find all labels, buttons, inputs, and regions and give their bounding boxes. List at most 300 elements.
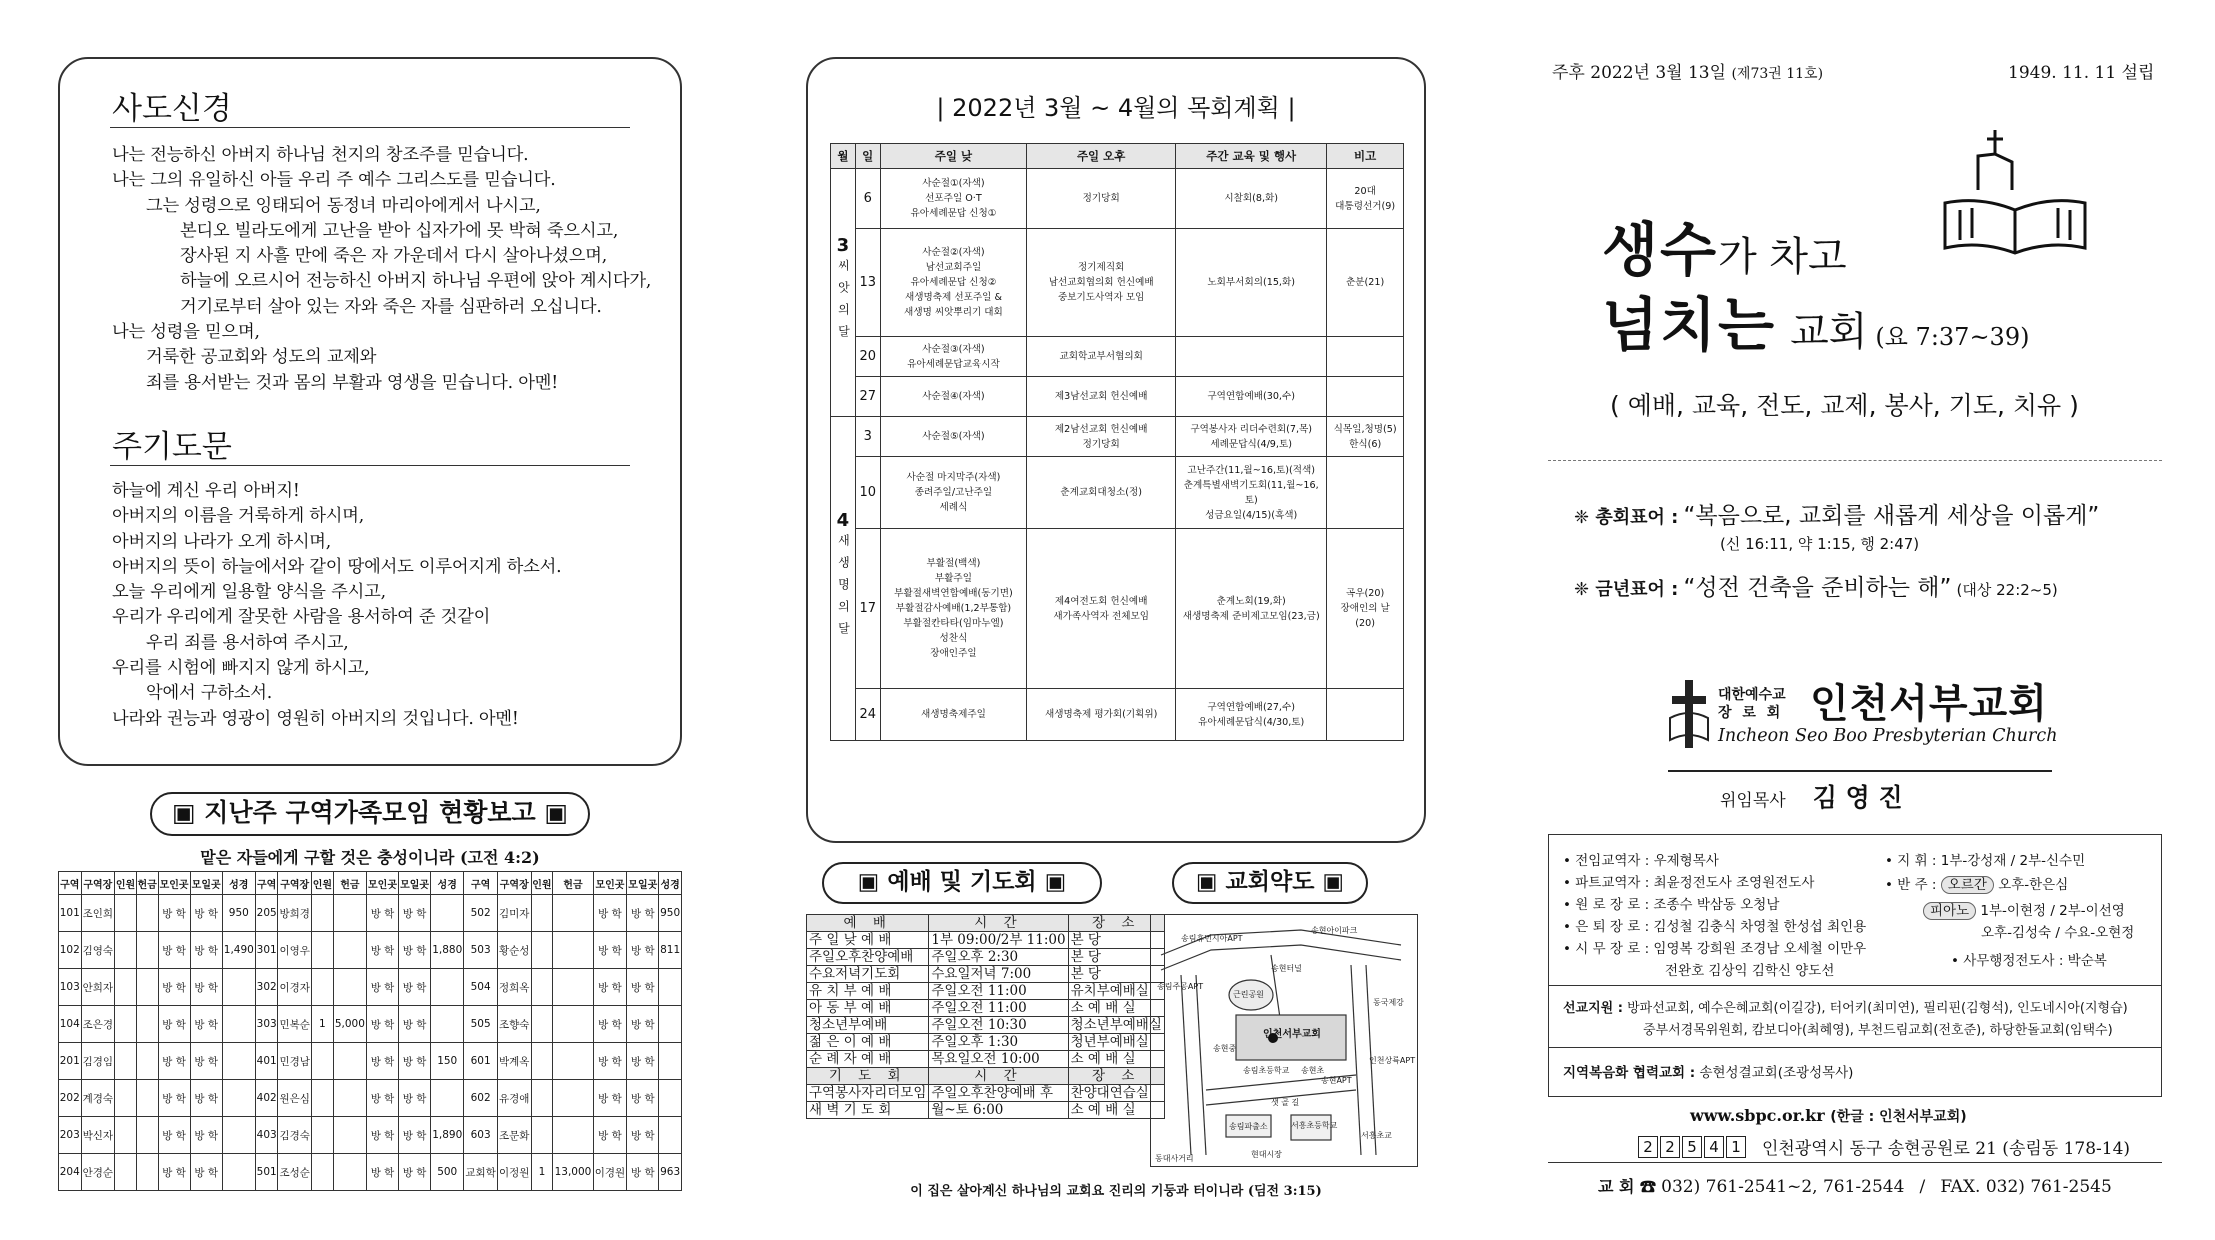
pastor-line: [1668, 770, 2052, 772]
report-header-cell: 구역장: [278, 872, 312, 895]
plan-cell-weekly: [1176, 417, 1327, 457]
report-cell: 민경남: [278, 1043, 312, 1080]
report-cell: 방 학: [158, 1080, 190, 1117]
plan-cell-sunday-pm: [1027, 169, 1176, 229]
organ-tag: 오르간: [1941, 876, 1994, 894]
report-cell: 방 학: [399, 1154, 431, 1191]
report-cell: [553, 1006, 593, 1043]
report-verse: 맡은 자들에게 구할 것은 충성이니라 (고전 4:2): [200, 848, 540, 867]
staff-part: • 파트교역자 : 최윤정전도사 조영원전도사: [1563, 875, 1815, 891]
plan-cell-text: 사순절④(자색): [922, 391, 985, 402]
worship-cell: 수요일저녁 7:00: [929, 966, 1068, 983]
year-motto: ❈ 금년표어 : “성전 건축을 준비하는 해” (대상 22:2~5): [1574, 575, 2058, 601]
report-cell: 방 학: [190, 1154, 222, 1191]
report-cell: 501: [255, 1154, 278, 1191]
creed-line: 죄를 용서받는 것과 몸의 부활과 영생을 믿습니다. 아멘!: [146, 372, 558, 393]
report-cell: 방 학: [190, 1043, 222, 1080]
report-cell: 방 학: [366, 932, 398, 969]
table-row: [807, 1000, 1165, 1017]
worship-cell: 유 치 부 예 배: [807, 983, 929, 1000]
report-cell: 방 학: [158, 895, 190, 932]
table-row: [59, 1154, 682, 1191]
map-label-school1: 송림초등학교: [1243, 1066, 1290, 1075]
church-bible-icon: [1940, 128, 2090, 263]
table-row: [831, 377, 1404, 417]
worship-cell: 주일오전 10:30: [929, 1017, 1068, 1034]
plan-month-number: 4: [836, 510, 850, 531]
report-cell: 1: [312, 1006, 334, 1043]
plan-cell-weekly: [1176, 377, 1327, 417]
report-cell: 1: [531, 1154, 553, 1191]
report-cell: 방 학: [627, 1043, 659, 1080]
report-cell: [136, 932, 158, 969]
report-cell: 101: [59, 895, 82, 932]
worship-header-cell: 시 간: [929, 915, 1068, 932]
report-cell: 조향숙: [497, 1006, 531, 1043]
report-cell: 504: [464, 969, 498, 1006]
report-cell: 방 학: [158, 1043, 190, 1080]
report-cell: [222, 1080, 255, 1117]
plan-cell-note: [1327, 417, 1404, 457]
plan-cell-sunday-pm: [1027, 337, 1176, 377]
plan-table-header: [831, 144, 1404, 169]
report-cell: [312, 895, 334, 932]
report-cell: 502: [464, 895, 498, 932]
report-cell: [531, 1080, 553, 1117]
staff-piano: 피아노 1부-이현정 / 2부-이선영: [1923, 899, 2125, 919]
report-cell: 방 학: [593, 969, 627, 1006]
plan-day: 17: [855, 529, 880, 689]
map-label-intersection: 동대사거리: [1155, 1154, 1194, 1163]
lords-prayer-line: 우리가 우리에게 잘못한 사람을 용서하여 준 것같이: [112, 607, 491, 628]
lords-prayer-text: [112, 479, 561, 732]
map-label-elem2: 서흥초교: [1361, 1131, 1392, 1140]
pastor: 위임목사 김 영 진: [1720, 783, 1903, 812]
table-row: [59, 1043, 682, 1080]
map-label-park: 근린공원: [1233, 990, 1264, 999]
report-cell: [222, 1117, 255, 1154]
report-cell: 205: [255, 895, 278, 932]
report-header-cell: 구역: [59, 872, 82, 895]
report-cell: [312, 1154, 334, 1191]
map-label-church: 인천서부교회: [1263, 1029, 1321, 1040]
table-row: [59, 1080, 682, 1117]
report-cell: 201: [59, 1043, 82, 1080]
report-cell: [115, 1154, 137, 1191]
worship-cell: 월~토 6:00: [929, 1102, 1068, 1119]
report-table-header: [59, 872, 682, 895]
plan-cell-note: [1327, 689, 1404, 741]
plan-header-cell: 주간 교육 및 행사: [1176, 144, 1327, 169]
report-cell: 방 학: [158, 1006, 190, 1043]
report-cell: [333, 969, 366, 1006]
report-cell: [115, 969, 137, 1006]
report-header-cell: 구역: [464, 872, 498, 895]
worship-cell: 새 벽 기 도 회: [807, 1102, 929, 1119]
report-header-cell: 인원: [115, 872, 137, 895]
report-cell: 방 학: [158, 932, 190, 969]
report-cell: [136, 1080, 158, 1117]
report-cell: 1,890: [431, 1117, 464, 1154]
worship-header-row: [807, 1068, 1165, 1085]
table-row: [831, 529, 1404, 689]
report-cell: [659, 1117, 682, 1154]
report-cell: [659, 1043, 682, 1080]
report-cell: [115, 1117, 137, 1154]
creed-divider: [110, 127, 630, 128]
plan-header-cell: 비고: [1327, 144, 1404, 169]
report-cell: 이경자: [278, 969, 312, 1006]
report-header-cell: 모일곳: [399, 872, 431, 895]
report-cell: 방 학: [627, 1080, 659, 1117]
plan-day: 3: [855, 417, 880, 457]
plan-cell-text: 제3남선교회 헌신예배: [1054, 391, 1148, 402]
report-cell: [136, 1006, 158, 1043]
creed-text: [112, 143, 651, 396]
plan-month: [831, 169, 856, 417]
plan-cell-text: 구역연합예배(27,수) 유아세례문답식(4/30,토): [1198, 701, 1305, 728]
plan-cell-text: 새생명축제 평가회(기획위): [1044, 709, 1158, 720]
plan-cell-note: [1327, 457, 1404, 529]
worship-cell: 아 동 부 예 배: [807, 1000, 929, 1017]
plan-season: 새생명의달: [836, 534, 851, 644]
report-cell: [136, 969, 158, 1006]
map-label-school2: 서흥초등학교: [1291, 1121, 1338, 1130]
plan-cell-weekly: [1176, 457, 1327, 529]
worship-header-cell: 기 도 회: [807, 1068, 929, 1085]
creed-line: 나는 전능하신 아버지 하나님 천지의 창조주를 믿습니다.: [112, 145, 529, 165]
plan-cell-text: 제2남선교회 헌신예배 정기당회: [1054, 423, 1148, 450]
report-cell: 방 학: [366, 1006, 398, 1043]
worship-cell: 구역봉사자리더모임: [807, 1085, 929, 1102]
info-divider-1: [1549, 985, 2161, 986]
worship-cell: 본 당: [1068, 932, 1164, 949]
zip-digit: 2: [1660, 1136, 1680, 1158]
plan-cell-text: 시찰회(8,화): [1224, 193, 1279, 204]
table-row: [807, 932, 1165, 949]
church-name: 인천서부교회: [1810, 681, 2048, 727]
report-cell: [136, 1117, 158, 1154]
report-cell: 교회학: [464, 1154, 498, 1191]
plan-season: 씨앗의달: [836, 259, 851, 347]
plan-cell-text: 구역연합예배(30,수): [1207, 391, 1295, 402]
worship-cell: 주일오후 2:30: [929, 949, 1068, 966]
worship-cell: 찬양대연습실: [1068, 1085, 1164, 1102]
report-cell: 원은심: [278, 1080, 312, 1117]
report-cell: 김경숙: [278, 1117, 312, 1154]
table-row: [807, 1102, 1165, 1119]
creed-line: 하늘에 오르시어 전능하신 아버지 하나님 우편에 앉아 계시다가,: [180, 271, 652, 292]
staff-accompanist: • 반 주 : 오르간 오후-한은심: [1885, 877, 2069, 893]
report-cell: 조인희: [81, 895, 115, 932]
report-cell: 1,880: [431, 932, 464, 969]
report-cell: 황순성: [497, 932, 531, 969]
worship-cell: 주일오후 1:30: [929, 1034, 1068, 1051]
church-name-en: Incheon Seo Boo Presbyterian Church: [1718, 726, 2058, 746]
zip-digit: 4: [1704, 1136, 1724, 1158]
plan-cell-text: 사순절 마지막주(자색) 종려주일/고난주일 세례식: [906, 472, 1001, 513]
report-cell: [333, 1080, 366, 1117]
plan-cell-sunday-pm: [1027, 457, 1176, 529]
plan-cell-note: [1327, 377, 1404, 417]
staff-elders: • 원 로 장 로 : 조종수 박삼동 오청남: [1563, 897, 1780, 913]
map-label-ipark: 송현아이파크: [1311, 926, 1358, 935]
report-cell: 방 학: [399, 1006, 431, 1043]
report-cell: 김영숙: [81, 932, 115, 969]
report-cell: 403: [255, 1117, 278, 1154]
lords-prayer-line: 악에서 구하소서.: [146, 683, 273, 704]
report-cell: 503: [464, 932, 498, 969]
plan-cell-sunday-am: [880, 457, 1027, 529]
plan-cell-text: 교회학교부서협의회: [1059, 351, 1143, 362]
plan-title: | 2022년 3월 ~ 4월의 목회계획 |: [936, 94, 1296, 122]
vision-line-1: 생수가 차고: [1602, 216, 1847, 284]
plan-cell-note: [1327, 529, 1404, 689]
bulletin-date: 주후 2022년 3월 13일 (제73권 11호): [1552, 63, 1824, 83]
report-cell: 301: [255, 932, 278, 969]
plan-cell-text: 20대 대통령선거(9): [1335, 185, 1396, 212]
report-cell: 402: [255, 1080, 278, 1117]
plan-cell-weekly: [1176, 169, 1327, 229]
report-cell: [553, 1117, 593, 1154]
table-row: [831, 457, 1404, 529]
report-cell: [312, 969, 334, 1006]
report-cell: 방희경: [278, 895, 312, 932]
report-cell: 방 학: [366, 895, 398, 932]
worship-cell: 수요저녁기도회: [807, 966, 929, 983]
plan-cell-weekly: [1176, 529, 1327, 689]
report-cell: [531, 1117, 553, 1154]
report-cell: 방 학: [399, 1117, 431, 1154]
report-cell: 102: [59, 932, 82, 969]
report-cell: 204: [59, 1154, 82, 1191]
creed-title: 사도신경: [112, 91, 232, 127]
report-table: [58, 871, 682, 1191]
report-cell: 방 학: [158, 1117, 190, 1154]
report-cell: [333, 1154, 366, 1191]
report-cell: [136, 895, 158, 932]
website[interactable]: www.sbpc.or.kr (한글 : 인천서부교회): [1690, 1106, 1967, 1125]
plan-day: 13: [855, 229, 880, 337]
plan-cell-sunday-pm: [1027, 229, 1176, 337]
worship-banner: ▣ 예배 및 기도회 ▣: [822, 862, 1102, 904]
report-cell: [431, 895, 464, 932]
staff-piano-2: 오후-김성숙 / 수요-오현정: [1981, 925, 2135, 941]
map-label-apt2: 인천상륙APT: [1369, 1056, 1416, 1065]
report-cell: 박신자: [81, 1117, 115, 1154]
plan-cell-text: 춘계노회(19,화) 새생명축제 준비제고모임(23,금): [1182, 595, 1320, 622]
report-cell: [115, 1043, 137, 1080]
map-banner: ▣ 교회약도 ▣: [1172, 862, 1368, 904]
report-cell: 방 학: [627, 969, 659, 1006]
lords-prayer-line: 우리 죄를 용서하여 주시고,: [146, 632, 349, 653]
plan-table: [830, 143, 1404, 741]
report-cell: 603: [464, 1117, 498, 1154]
report-cell: 602: [464, 1080, 498, 1117]
report-header-cell: 성경: [659, 872, 682, 895]
report-cell: 950: [222, 895, 255, 932]
report-cell: [531, 895, 553, 932]
report-cell: 김미자: [497, 895, 531, 932]
table-row: [807, 983, 1165, 1000]
church-logo-icon: [1668, 678, 1710, 750]
worship-cell: 소 예 배 실: [1068, 1000, 1164, 1017]
report-cell: 조문화: [497, 1117, 531, 1154]
mission-support-2: 중부서경목위원회, 캄보디아(최혜영), 부천드림교회(전호준), 하당한돌교회(임택수): [1643, 1023, 2113, 1038]
report-cell: [553, 932, 593, 969]
report-header-cell: 헌금: [553, 872, 593, 895]
contact-divider: [1548, 1162, 2162, 1163]
report-cell: 박계옥: [497, 1043, 531, 1080]
report-header-cell: 인원: [312, 872, 334, 895]
report-cell: 방 학: [158, 969, 190, 1006]
report-cell: 방 학: [158, 1154, 190, 1191]
plan-cell-text: 고난주간(11,월~16,토)(적색) 춘계특별새벽기도회(11,월~16,토) 성금요일(4/15)(흑색): [1183, 464, 1319, 521]
worship-cell: 목요일오전 10:00: [929, 1051, 1068, 1068]
plan-cell-weekly: [1176, 337, 1327, 377]
plan-day: 27: [855, 377, 880, 417]
plan-day: 24: [855, 689, 880, 741]
report-cell: 안경순: [81, 1154, 115, 1191]
report-header-cell: 성경: [431, 872, 464, 895]
report-cell: 이정원: [497, 1154, 531, 1191]
phone: 교 회 ☎ 032) 761-2541~2, 761-2544 / FAX. 032) 761-2545: [1598, 1177, 2112, 1197]
plan-cell-sunday-am: [880, 529, 1027, 689]
report-cell: 방 학: [190, 895, 222, 932]
map-label-middle: 송현중: [1213, 1044, 1237, 1053]
table-row: [807, 1017, 1165, 1034]
report-cell: 방 학: [190, 1117, 222, 1154]
report-cell: 방 학: [366, 1043, 398, 1080]
report-cell: [333, 895, 366, 932]
creed-line: 나는 그의 유일하신 아들 우리 주 예수 그리스도를 믿습니다.: [112, 170, 556, 191]
report-header-cell: 헌금: [333, 872, 366, 895]
plan-cell-sunday-am: [880, 377, 1027, 417]
report-cell: 이경원: [593, 1154, 627, 1191]
plan-cell-text: 부활절(백색) 부활주일 부활절새벽연합예배(동기면) 부활절감사예배(1,2부통합) 부활절칸타타(임마누엘) 성찬식 장애인주일: [894, 558, 1013, 659]
table-row: [59, 932, 682, 969]
plan-cell-sunday-am: [880, 689, 1027, 741]
report-cell: 방 학: [366, 1154, 398, 1191]
report-cell: [222, 1154, 255, 1191]
map-label-elem: 송현초: [1301, 1066, 1325, 1075]
report-header-cell: 모일곳: [627, 872, 659, 895]
table-row: [831, 689, 1404, 741]
report-cell: 계경숙: [81, 1080, 115, 1117]
church-map: [1150, 914, 1418, 1167]
report-cell: 민복순: [278, 1006, 312, 1043]
report-cell: [312, 1117, 334, 1154]
map-label-police: 송림파출소: [1229, 1122, 1268, 1131]
dashed-divider: [1548, 460, 2162, 461]
report-cell: 203: [59, 1117, 82, 1154]
zip-code: [1638, 1136, 1746, 1158]
plan-cell-weekly: [1176, 229, 1327, 337]
report-cell: [222, 1006, 255, 1043]
lords-prayer-line: 우리를 시험에 빠지지 않게 하시고,: [112, 658, 370, 679]
plan-cell-text: 춘계교회대청소(정): [1060, 487, 1142, 498]
report-cell: 13,000: [553, 1154, 593, 1191]
worship-cell: 주일오후찬양예배 후: [929, 1085, 1068, 1102]
report-cell: [531, 932, 553, 969]
report-header-cell: 구역장: [497, 872, 531, 895]
report-cell: 방 학: [399, 1080, 431, 1117]
report-cell: 방 학: [399, 1043, 431, 1080]
report-cell: 방 학: [399, 895, 431, 932]
report-cell: [553, 1043, 593, 1080]
map-label-road: 샛 골 길: [1271, 1098, 1300, 1107]
plan-cell-text: 노회부서회의(15,화): [1207, 277, 1295, 288]
report-cell: 방 학: [366, 1080, 398, 1117]
table-row: [807, 966, 1165, 983]
report-cell: [136, 1043, 158, 1080]
regional-partner: 지역복음화 협력교회 : 송현성결교회(조광성목사): [1563, 1065, 1854, 1081]
report-cell: [553, 1080, 593, 1117]
report-cell: 401: [255, 1043, 278, 1080]
worship-cell: 청년부예배실: [1068, 1034, 1164, 1051]
table-row: [831, 169, 1404, 229]
report-cell: 방 학: [366, 1117, 398, 1154]
creed-line: 거룩한 공교회와 성도의 교제와: [146, 347, 377, 368]
table-row: [807, 949, 1165, 966]
report-banner: ▣ 지난주 구역가족모임 현황보고 ▣: [150, 792, 590, 836]
report-cell: [531, 969, 553, 1006]
plan-header-cell: 일: [855, 144, 880, 169]
plan-cell-text: 제4여전도회 헌신예배 새가족사역자 전체모임: [1053, 595, 1150, 622]
report-cell: [222, 1043, 255, 1080]
report-cell: 방 학: [627, 932, 659, 969]
report-cell: 500: [431, 1154, 464, 1191]
info-divider-2: [1549, 1047, 2161, 1048]
report-cell: [333, 1043, 366, 1080]
report-cell: [531, 1043, 553, 1080]
table-row: [831, 229, 1404, 337]
plan-day: 20: [855, 337, 880, 377]
report-cell: 방 학: [627, 895, 659, 932]
report-cell: 202: [59, 1080, 82, 1117]
report-cell: 방 학: [190, 1006, 222, 1043]
report-cell: [312, 1043, 334, 1080]
report-cell: 조은경: [81, 1006, 115, 1043]
worship-cell: 본 당: [1068, 949, 1164, 966]
plan-header-cell: 주일 오후: [1027, 144, 1176, 169]
report-cell: 방 학: [593, 1117, 627, 1154]
table-row: [807, 1051, 1165, 1068]
worship-header-cell: 장 소: [1068, 915, 1164, 932]
report-cell: 303: [255, 1006, 278, 1043]
report-cell: [553, 895, 593, 932]
worship-cell: 주 일 낮 예 배: [807, 932, 929, 949]
report-cell: 방 학: [627, 1154, 659, 1191]
map-label-tunnel: 송현터널: [1271, 964, 1302, 973]
table-row: [807, 1034, 1165, 1051]
report-cell: 방 학: [190, 1080, 222, 1117]
staff-conductor: • 지 휘 : 1부-강성재 / 2부-신수민: [1885, 853, 2086, 869]
worship-header-cell: 예 배: [807, 915, 929, 932]
worship-header-cell: 장 소: [1068, 1068, 1164, 1085]
mission-support: 선교지원 : 방파선교회, 예수은혜교회(이길강), 터어키(최미연), 필리핀(김형석), 인도네시아(지형습): [1563, 1001, 2128, 1016]
report-cell: 안희자: [81, 969, 115, 1006]
worship-cell: 청소년부예배실: [1068, 1017, 1164, 1034]
lords-prayer-divider: [110, 465, 630, 466]
table-row: [59, 969, 682, 1006]
table-row: [831, 337, 1404, 377]
report-cell: 이영우: [278, 932, 312, 969]
zip-digit: 1: [1726, 1136, 1746, 1158]
report-cell: [659, 1080, 682, 1117]
report-header-cell: 성경: [222, 872, 255, 895]
report-cell: 방 학: [593, 1006, 627, 1043]
